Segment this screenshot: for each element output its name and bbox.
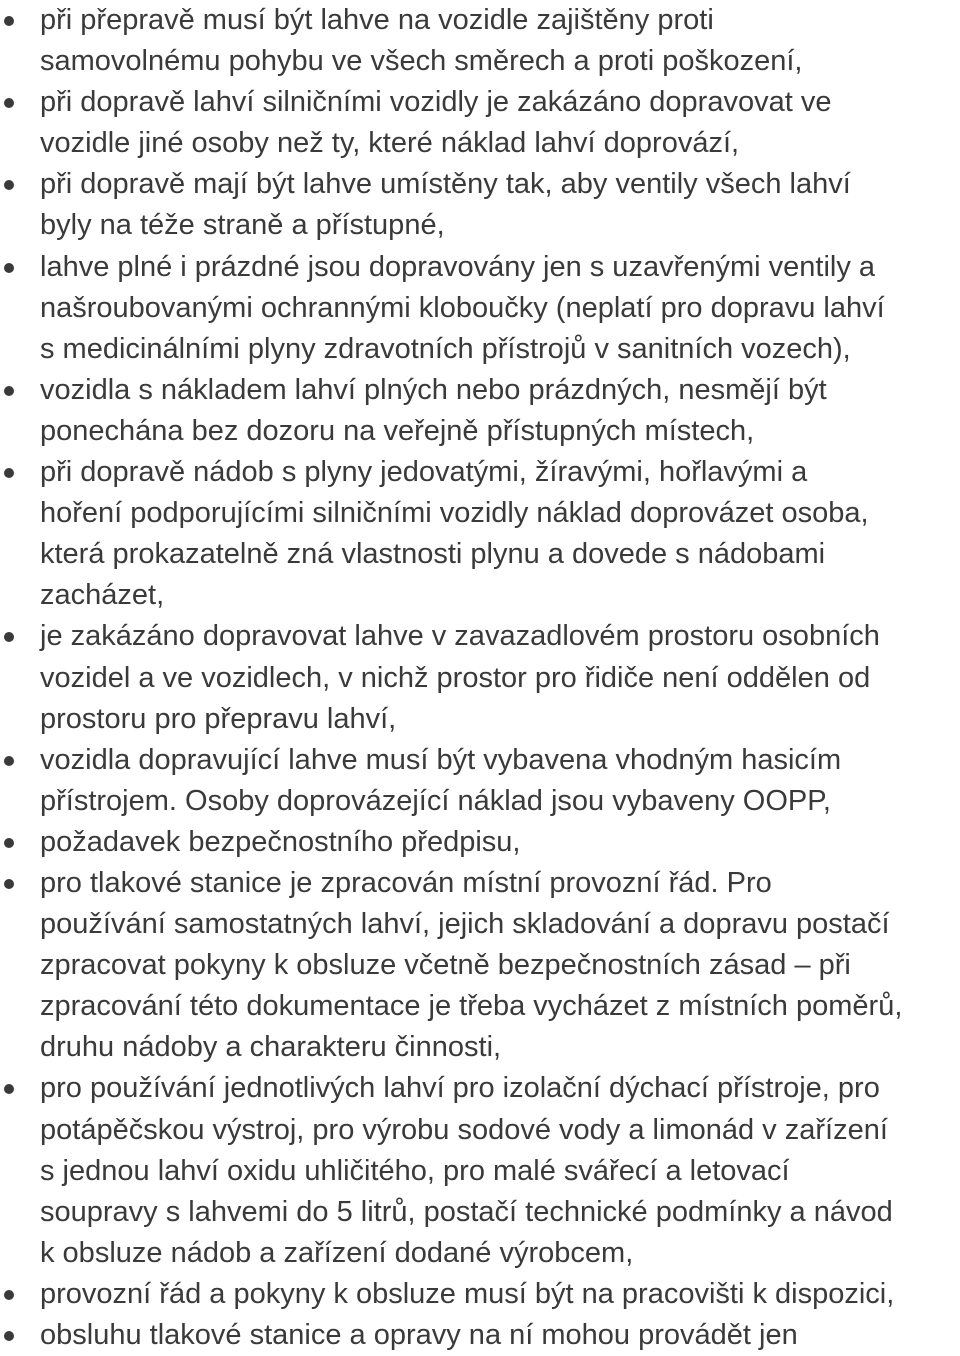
text-line: při dopravě nádob s plyny jedovatými, žíravými, hořlavými a xyxy=(40,456,808,489)
text-line: při přepravě musí být lahve na vozidle zajištěny proti xyxy=(40,4,714,36)
text-line: je zakázáno dopravovat lahve v zavazadlovém prostoru osobních xyxy=(40,620,880,653)
text-line: prostoru pro přepravu lahví, xyxy=(40,702,397,735)
text-line: s jednou lahví oxidu uhličitého, pro malé svářecí a letovací xyxy=(40,1154,790,1187)
bullet-icon xyxy=(4,1290,14,1300)
list-item xyxy=(0,863,960,1068)
bullet-icon xyxy=(4,838,14,848)
text-line: při dopravě lahví silničními vozidly je zakázáno dopravovat ve xyxy=(40,86,832,119)
text-line: zpracovat pokyny k obsluze včetně bezpečnostních zásad – při xyxy=(40,949,851,982)
bullet-icon xyxy=(4,879,14,889)
list-item xyxy=(0,247,960,370)
text-line: k obsluze nádob a zařízení dodané výrobcem, xyxy=(40,1236,634,1269)
list-item xyxy=(0,740,960,822)
text-line: provozní řád a pokyny k obsluze musí být na pracovišti k dispozici, xyxy=(40,1277,895,1310)
text-line: pro používání jednotlivých lahví pro izolační dýchací přístroje, pro xyxy=(40,1072,880,1105)
list-item xyxy=(0,822,960,863)
bullet-icon xyxy=(4,632,14,642)
list-item xyxy=(0,370,960,452)
text-line: našroubovanými ochrannými kloboučky (neplatí pro dopravu lahví xyxy=(40,291,885,324)
text-line: samovolnému pohybu ve všech směrech a proti poškození, xyxy=(40,45,803,78)
bullet-icon xyxy=(4,468,14,478)
bullet-icon xyxy=(4,263,14,273)
bullet-icon xyxy=(4,16,14,26)
bullet-icon xyxy=(4,1084,14,1094)
text-line: hoření podporujícími silničními vozidly náklad doprovázet osoba, xyxy=(40,497,869,530)
text-line: vozidle jiné osoby než ty, které náklad lahví doprovází, xyxy=(40,127,740,160)
text-line: zacházet, xyxy=(40,579,165,612)
bullet-icon xyxy=(4,98,14,108)
text-line: zpracování této dokumentace je třeba vycházet z místních poměrů, xyxy=(40,990,903,1023)
text-line: druhu nádoby a charakteru činnosti, xyxy=(40,1031,502,1064)
bullet-icon xyxy=(4,386,14,396)
list-item xyxy=(0,452,960,616)
bullet-icon xyxy=(4,1331,14,1341)
bullet-icon xyxy=(4,180,14,190)
text-line: s medicinálními plyny zdravotních přístrojů v sanitních vozech), xyxy=(40,332,851,365)
text-line: lahve plné i prázdné jsou dopravovány jen s uzavřenými ventily a xyxy=(40,250,876,283)
text-line: vozidla s nákladem lahví plných nebo prázdných, nesmějí být xyxy=(40,373,827,406)
text-line: při dopravě mají být lahve umístěny tak, aby ventily všech lahví xyxy=(40,168,851,201)
text-line: ponechána bez dozoru na veřejně přístupných místech, xyxy=(40,414,755,447)
list-item xyxy=(0,82,960,164)
text-line: soupravy s lahvemi do 5 litrů, postačí technické podmínky a návod xyxy=(40,1195,893,1228)
list-item xyxy=(0,616,960,739)
text-line: přístrojem. Osoby doprovázející náklad jsou vybaveny OOPP, xyxy=(40,784,831,817)
list-item xyxy=(0,1274,960,1315)
text-line: požadavek bezpečnostního předpisu, xyxy=(40,825,521,858)
bullet-icon xyxy=(4,756,14,766)
text-line: která prokazatelně zná vlastnosti plynu a dovede s nádobami xyxy=(40,538,826,571)
text-line: obsluhu tlakové stanice a opravy na ní mohou provádět jen xyxy=(40,1319,798,1351)
text-line: byly na téže straně a přístupné, xyxy=(40,209,445,242)
text-line: používání samostatných lahví, jejich skladování a dopravu postačí xyxy=(40,908,890,941)
list-item xyxy=(0,1315,960,1356)
text-line: vozidla dopravující lahve musí být vybavena vhodným hasicím xyxy=(40,743,842,776)
text-line: vozidel a ve vozidlech, v nichž prostor pro řidiče není oddělen od xyxy=(40,661,871,694)
list-item xyxy=(0,164,960,246)
text-line: potápěčskou výstroj, pro výrobu sodové vody a limonád v zařízení xyxy=(40,1113,888,1146)
list-item xyxy=(0,0,960,82)
list-item xyxy=(0,1068,960,1273)
text-line: pro tlakové stanice je zpracován místní provozní řád. Pro xyxy=(40,866,772,899)
